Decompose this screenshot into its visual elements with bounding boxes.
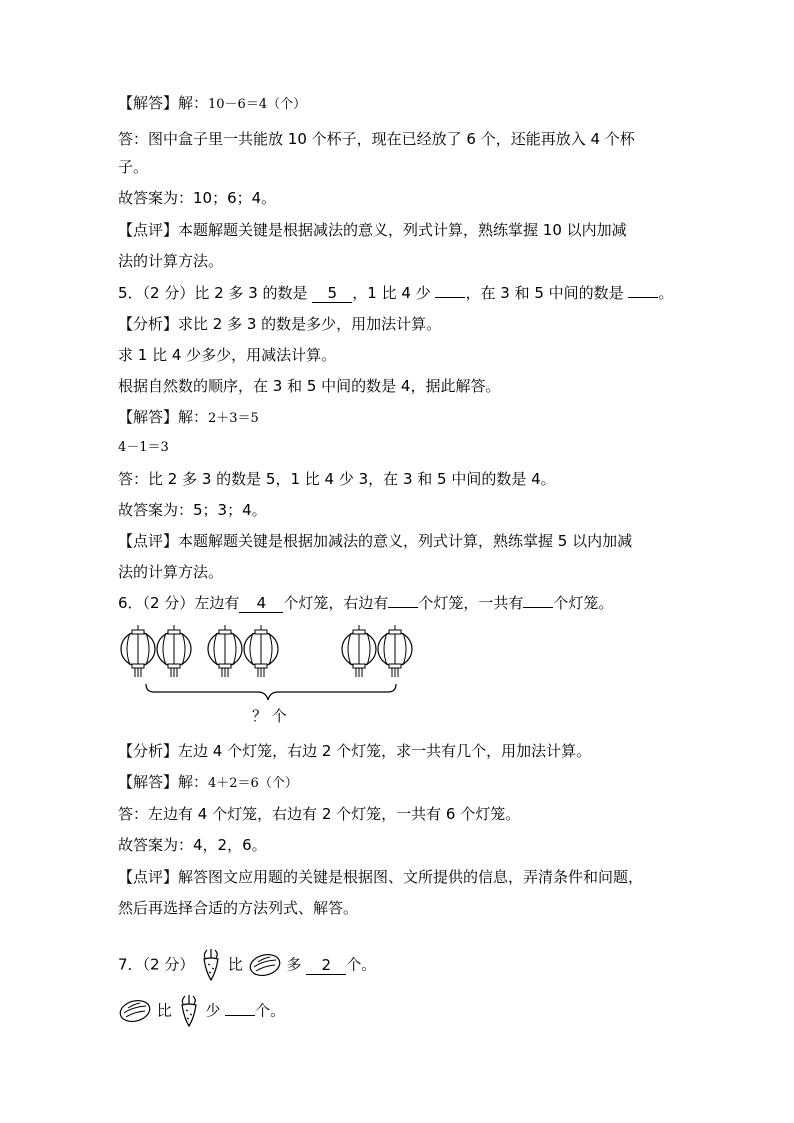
q4-jieda xyxy=(118,92,306,116)
q5-equation-2: 4－1＝3 xyxy=(118,440,169,455)
q4-answer-line-2: 子。 xyxy=(118,158,149,176)
jieda-tag: 【解答】解： xyxy=(118,408,209,426)
q5-stem xyxy=(118,282,673,304)
q5-fenxi-1: 【分析】求比 2 多 3 的数是多少，用加法计算。 xyxy=(118,315,442,333)
q6-stem-d: 个灯笼。 xyxy=(553,594,614,612)
q5-final-answer: 故答案为：5；3；4。 xyxy=(118,501,267,519)
left-lantern xyxy=(208,625,242,677)
q6-stem xyxy=(118,592,613,614)
q4-final-answer: 故答案为：10；6；4。 xyxy=(118,189,277,207)
q7-ge-2: 个。 xyxy=(255,1001,286,1020)
q4-dianping-line-1: 【点评】本题解题关键是根据减法的意义，列式计算，熟练掌握 10 以内加减 xyxy=(118,221,627,239)
q5-blank-1[interactable]: 5 xyxy=(312,284,352,303)
q7-bi-2: 比 xyxy=(156,1001,172,1020)
q5-answer: 答：比 2 多 3 的数是 5，1 比 4 少 3，在 3 和 5 中间的数是 4。 xyxy=(118,470,556,488)
right-lantern xyxy=(342,625,376,677)
q4-dianping-line-2: 法的计算方法。 xyxy=(118,252,224,270)
q5-blank-2[interactable] xyxy=(435,297,465,298)
q6-final-answer: 故答案为：4，2，6。 xyxy=(118,836,267,854)
q7-stem-a: 7．（2 分） xyxy=(118,955,195,974)
q6-dianping-line-1: 【点评】解答图文应用题的关键是根据图、文所提供的信息，弄清条件和问题， xyxy=(118,868,644,886)
jieda-tag: 【解答】解： xyxy=(118,94,209,112)
q5-stem-b: ，1 比 4 少 xyxy=(352,284,431,302)
equation: 2＋3＝5 xyxy=(208,411,259,426)
left-lantern xyxy=(244,625,278,677)
radish-icon xyxy=(177,994,201,1028)
q5-fenxi-2: 求 1 比 4 少多少，用减法计算。 xyxy=(118,346,337,364)
q5-stem-c: ，在 3 和 5 中间的数是 xyxy=(465,284,624,302)
q6-stem-b: 个灯笼，右边有 xyxy=(283,594,389,612)
q7-bi: 比 xyxy=(227,955,243,974)
q6-fenxi: 【分析】左边 4 个灯笼，右边 2 个灯笼，求一共有几个，用加法计算。 xyxy=(118,742,592,760)
q7-shao: 少 xyxy=(205,1001,221,1020)
q5-blank-3[interactable] xyxy=(628,297,658,298)
q7-stem-2 xyxy=(118,994,285,1028)
q6-stem-c: 个灯笼，一共有 xyxy=(418,594,524,612)
q5-fenxi-3: 根据自然数的顺序，在 3 和 5 中间的数是 4，据此解答。 xyxy=(118,377,501,395)
q6-stem-a: 6．（2 分）左边有 xyxy=(118,594,240,612)
q7-stem xyxy=(118,948,376,982)
q6-dianping-line-2: 然后再选择合适的方法列式、解答。 xyxy=(118,899,359,917)
left-lantern xyxy=(121,625,155,677)
q5-stem-d: 。 xyxy=(658,284,674,302)
q6-jieda xyxy=(118,771,298,795)
right-lantern xyxy=(378,625,412,677)
left-lantern xyxy=(157,625,191,677)
q6-blank-1[interactable]: 4 xyxy=(239,594,283,613)
q6-blank-3[interactable] xyxy=(523,607,553,608)
q5-dianping-line-1: 【点评】本题解题关键是根据加减法的意义，列式计算，熟练掌握 5 以内加减 xyxy=(118,532,633,550)
q5-dianping-line-2: 法的计算方法。 xyxy=(118,563,224,581)
jieda-tag: 【解答】解： xyxy=(118,773,209,791)
q5-jieda xyxy=(118,406,259,430)
q7-blank-2[interactable] xyxy=(225,1015,255,1016)
q6-blank-2[interactable] xyxy=(388,607,418,608)
q5-stem-a: 5．（2 分）比 2 多 3 的数是 xyxy=(118,284,308,302)
q4-answer-line-1: 答：图中盒子里一共能放 10 个杯子，现在已经放了 6 个，还能再放入 4 个杯 xyxy=(118,130,635,148)
q7-ge: 个。 xyxy=(346,955,377,974)
equation: 4＋2＝6（个） xyxy=(208,776,298,791)
q7-duo: 多 xyxy=(286,955,302,974)
radish-icon xyxy=(199,948,223,982)
figure-question-label: ？ 个 xyxy=(252,707,287,725)
equation: 10－6＝4（个） xyxy=(208,97,307,112)
cabbage-icon xyxy=(118,998,152,1024)
q7-blank-1[interactable]: 2 xyxy=(306,956,346,975)
cabbage-icon xyxy=(248,952,282,978)
brace xyxy=(146,684,396,700)
q6-answer: 答：左边有 4 个灯笼，右边有 2 个灯笼，一共有 6 个灯笼。 xyxy=(118,805,521,823)
